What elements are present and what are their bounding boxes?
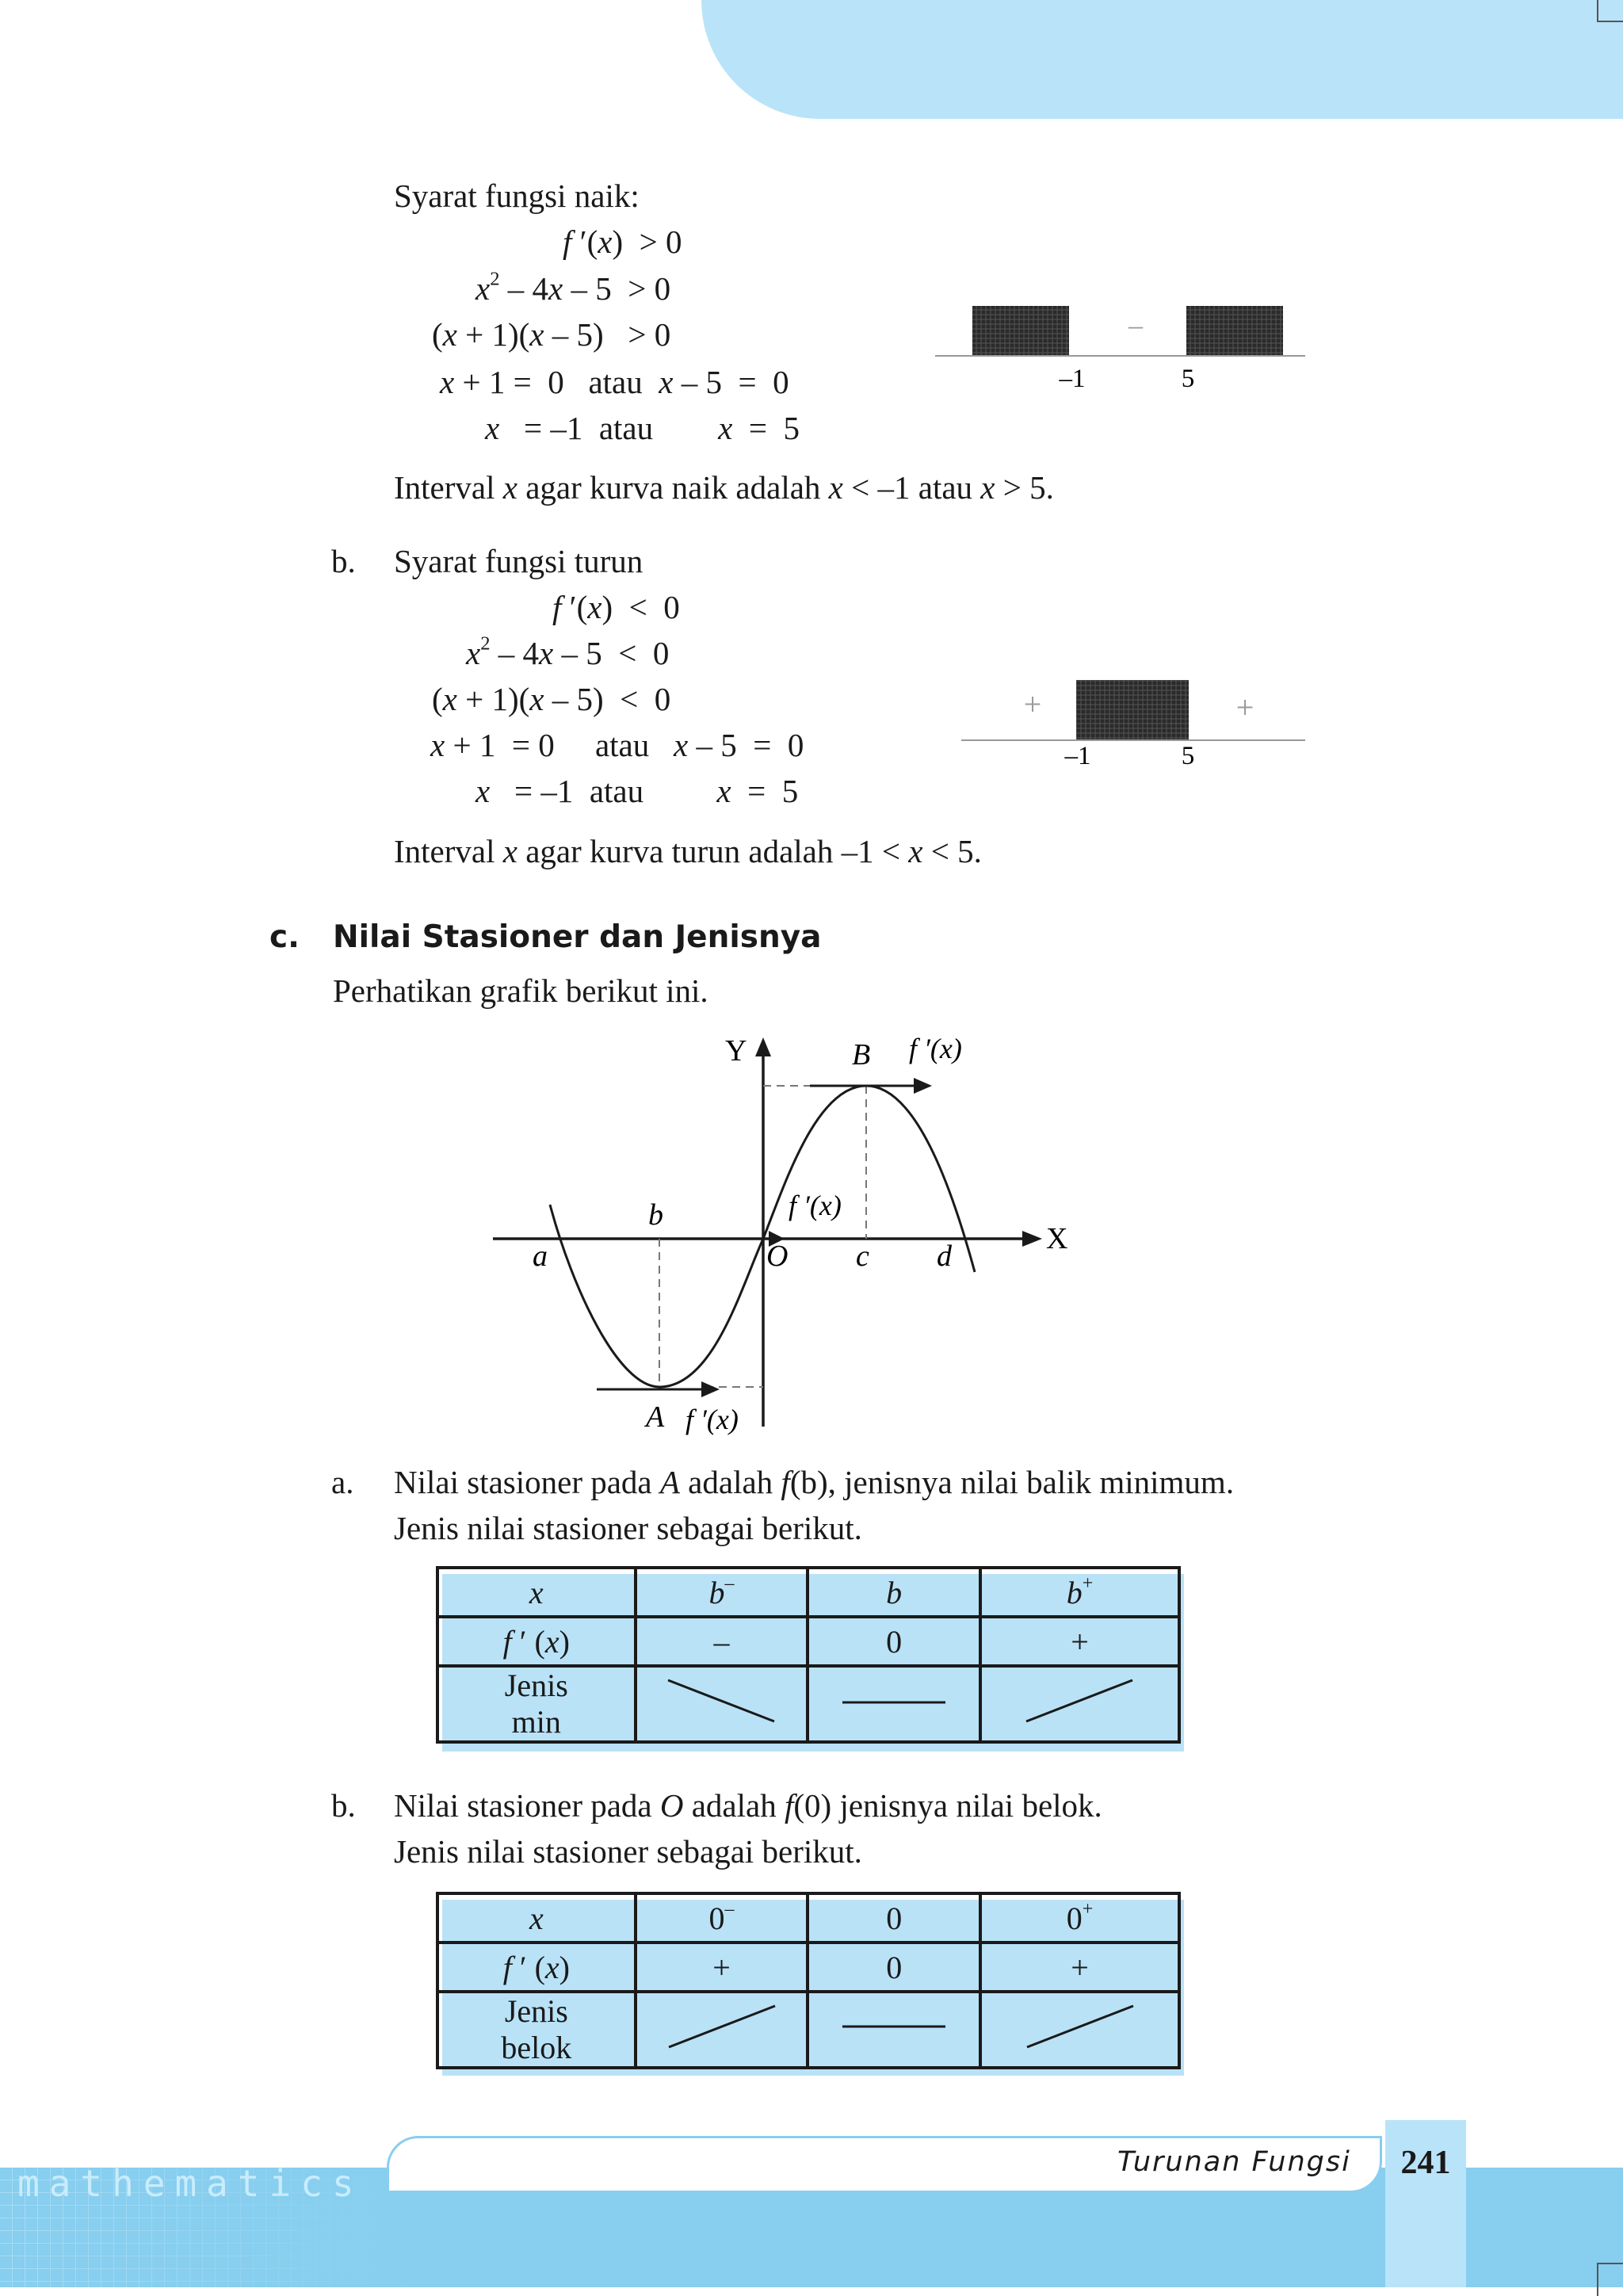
chapter-title: Turunan Fungsi (1117, 2146, 1351, 2178)
table-belok (436, 1892, 1181, 2069)
stationary-graph (483, 1026, 1086, 1454)
header-b: b (808, 1568, 980, 1617)
plus-sign-left: + (1023, 686, 1042, 722)
origin-label: O (766, 1240, 789, 1273)
section-c-label: c. (269, 919, 300, 955)
label-a: a (533, 1240, 548, 1273)
naik-equation-1: f ′(x) > 0 (563, 223, 682, 260)
fprime-A: f ′(x) (685, 1404, 739, 1435)
label-d: d (937, 1240, 952, 1273)
naik-equation-2: $x^2 - 4x - 5 > 0$ (475, 268, 671, 307)
section-c-intro: Perhatikan grafik berikut ini. (333, 972, 708, 1009)
turun-interval: Interval x agar kurva turun adalah –1 < x < 5. (394, 833, 982, 869)
cell-zero: 0 (808, 1943, 980, 1992)
turun-equation-1: f ′(x) < 0 (552, 589, 680, 625)
table-min (436, 1566, 1181, 1744)
tangent-A-arrowhead (701, 1381, 720, 1397)
corner-mark-bottom (1597, 2263, 1623, 2296)
cell-zero: 0 (808, 1617, 980, 1666)
item-a-label: a. (331, 1464, 354, 1500)
row-fprime-label: f ′ (x) (437, 1943, 636, 1992)
row-fprime-label: f ′ (x) (437, 1617, 636, 1666)
tick-label-5: 5 (1181, 365, 1195, 393)
sign-line-naik (931, 293, 1312, 396)
item-a-line2: Jenis nilai stasioner sebagai berikut. (394, 1510, 862, 1546)
item-a-line1: Nilai stasioner pada A adalah f(b), jenisnya nilai balik minimum. (394, 1464, 1235, 1500)
cell-sign-plus-left: + (636, 1943, 808, 1992)
tick-label-5: 5 (1181, 742, 1195, 769)
naik-equation-4: x + 1 = 0 atau x – 5 = 0 (440, 364, 789, 400)
increasing-slope-left (636, 1992, 808, 2068)
plus-sign-right: + (1235, 690, 1254, 725)
header-0-minus: 0– (636, 1893, 808, 1943)
increasing-slope-right (980, 1992, 1179, 2068)
y-axis-arrow (755, 1037, 771, 1056)
turun-condition-heading: Syarat fungsi turun (394, 543, 643, 579)
naik-interval: Interval x agar kurva naik adalah x < –1 atau x > 5. (394, 469, 1054, 506)
part-b-label: b. (331, 543, 356, 579)
tick-label-minus1: –1 (1059, 365, 1086, 393)
minus-sign: – (1128, 309, 1143, 341)
corner-mark (1597, 0, 1623, 22)
naik-condition-heading: Syarat fungsi naik: (394, 178, 640, 214)
decreasing-slope (636, 1666, 808, 1742)
item-b-line2: Jenis nilai stasioner sebagai berikut. (394, 1833, 862, 1870)
row-jenis-label: Jenis belok (437, 1992, 636, 2068)
cell-sign-plus: + (980, 1617, 1179, 1666)
header-x: x (437, 1568, 636, 1617)
sign-line-turun (955, 674, 1312, 769)
label-B: B (852, 1038, 871, 1072)
footer-watermark: mathematics (17, 2162, 364, 2205)
fprime-B: f ′(x) (909, 1033, 962, 1064)
label-A: A (646, 1400, 665, 1434)
tangent-B-arrowhead (914, 1078, 932, 1094)
turun-equation-4: x + 1 = 0 atau x – 5 = 0 (430, 727, 804, 763)
y-axis-label: Y (725, 1034, 747, 1068)
item-b-line1: Nilai stasioner pada O adalah f(0) jenisnya nilai belok. (394, 1787, 1102, 1824)
header-b-plus: b+ (980, 1568, 1179, 1617)
flat-slope (808, 1666, 980, 1742)
turun-equation-3: (x + 1)(x – 5) < 0 (432, 681, 671, 717)
tick-label-minus1: –1 (1064, 742, 1091, 769)
header-0: 0 (808, 1893, 980, 1943)
flat-slope (808, 1992, 980, 2068)
turun-equation-2: $x^2 - 4x - 5 < 0$ (466, 632, 670, 671)
header-0-plus: 0+ (980, 1893, 1179, 1943)
shaded-region-left (972, 306, 1069, 355)
naik-equation-5: x = –1 atau x = 5 (485, 410, 800, 446)
item-b-label: b. (331, 1787, 356, 1824)
row-jenis-label: Jenis min (437, 1666, 636, 1742)
header-x: x (437, 1893, 636, 1943)
shaded-region-middle (1076, 680, 1189, 739)
page-number: 241 (1400, 2145, 1451, 2181)
increasing-slope (980, 1666, 1179, 1742)
section-c-title: Nilai Stasioner dan Jenisnya (333, 919, 822, 955)
header-decoration (701, 0, 1623, 119)
naik-equation-3: (x + 1)(x – 5) > 0 (432, 316, 671, 353)
label-b: b (648, 1198, 663, 1232)
x-axis-label: X (1046, 1222, 1068, 1255)
shaded-region-right (1186, 306, 1283, 355)
cell-sign-minus: – (636, 1617, 808, 1666)
fprime-O: f ′(x) (789, 1190, 842, 1221)
cell-sign-plus-right: + (980, 1943, 1179, 1992)
header-b-minus: b– (636, 1568, 808, 1617)
label-c: c (856, 1240, 869, 1273)
turun-equation-5: x = –1 atau x = 5 (475, 773, 799, 809)
x-axis-arrow (1022, 1231, 1042, 1247)
